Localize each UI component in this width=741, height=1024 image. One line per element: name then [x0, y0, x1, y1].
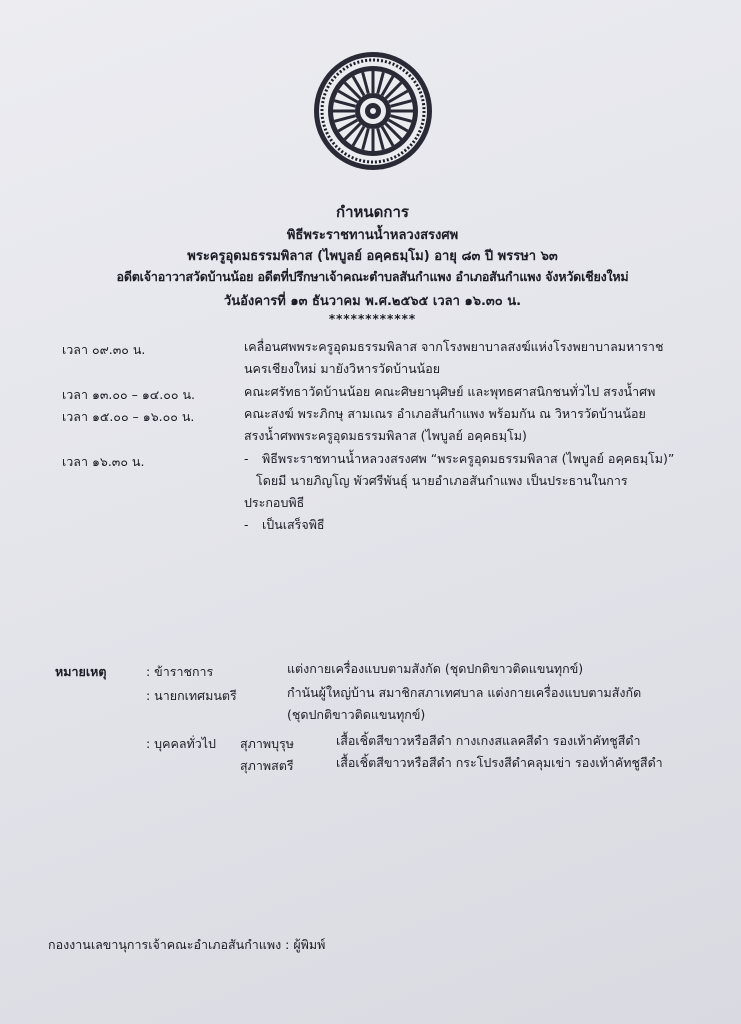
notes-label: หมายเหตุ [55, 664, 107, 679]
ceremony-date-line: วันอังคารที่ ๑๓ ธันวาคม พ.ศ.๒๕๖๕ เวลา ๑๖.๓๐ น. [223, 294, 522, 309]
dharma-wheel-seal-icon [312, 50, 434, 172]
note-description-line: กำนันผู้ใหญ่บ้าน สมาชิกสภาเทศบาล แต่งกายเครื่องแบบตามสังกัด [287, 685, 642, 700]
schedule-detail-line: สรงน้ำศพพระครูอุดมธรรมพิลาส (ไพบูลย์ อคฺคธมฺโม) [244, 428, 527, 443]
schedule-time: เวลา ๑๓.๐๐ – ๑๔.๐๐ น. [62, 387, 195, 402]
note-description: เสื้อเชิ้ตสีขาวหรือสีดำ กางเกงสแลคสีดำ รองเท้าคัทชูสีดำ [336, 733, 641, 748]
note-subcategory: สุภาพสตรี [240, 758, 294, 773]
note-description: เสื้อเชิ้ตสีขาวหรือสีดำ กระโปรงสีดำคลุมเข่า รองเท้าคัทชูสีดำ [336, 755, 663, 770]
schedule-detail-line: เคลื่อนศพพระครูอุดมธรรมพิลาส จากโรงพยาบาลสงฆ์แห่งโรงพยาบาลมหาราช [244, 339, 664, 354]
divider-stars: ************ [328, 312, 417, 326]
schedule-detail-line: นครเชียงใหม่ มายังวิหารวัดบ้านน้อย [244, 361, 441, 376]
schedule-detail-line: โดยมี นายภิญโญ พัวศรีพันธุ์ นายอำเภอสันกำแพง เป็นประธานในการ [256, 473, 628, 488]
schedule-time: เวลา ๑๖.๓๐ น. [62, 454, 145, 469]
schedule-detail [244, 336, 684, 380]
note-category: : นายกเทศมนตรี [146, 688, 237, 703]
monk-name-line: พระครูอุดมธรรมพิลาส (ไพบูลย์ อคฺคธมฺโม) อายุ ๘๓ ปี พรรษา ๖๓ [187, 249, 558, 264]
schedule-time: เวลา ๐๙.๓๐ น. [62, 342, 146, 357]
schedule-detail-line: ประกอบพิธี [244, 495, 305, 510]
schedule-detail [244, 403, 684, 447]
bullet-dash: - [244, 517, 249, 532]
note-description-line: (ชุดปกติขาวติดแขนทุกข์) [287, 707, 426, 722]
schedule-detail [244, 448, 684, 536]
schedule-detail-line: พิธีพระราชทานน้ำหลวงสรงศพ “พระครูอุดมธรรมพิลาส (ไพบูลย์ อคฺคธมฺโม)” [262, 451, 675, 466]
schedule-detail-line: เป็นเสร็จพิธี [262, 517, 325, 532]
schedule-detail [244, 381, 684, 403]
monk-position-line: อดีตเจ้าอาวาสวัดบ้านน้อย อดีตที่ปรึกษาเจ้าคณะตำบลสันกำแพง อำเภอสันกำแพง จังหวัดเชียงใหม่ [116, 269, 629, 284]
schedule-detail-line: คณะศรัทธาวัดบ้านน้อย คณะศิษยานุศิษย์ และพุทธศาสนิกชนทั่วไป สรงน้ำศพ [244, 384, 656, 399]
schedule-time: เวลา ๑๕.๐๐ – ๑๖.๐๐ น. [62, 409, 195, 424]
note-description [287, 682, 697, 726]
ceremony-title: พิธีพระราชทานน้ำหลวงสรงศพ [286, 228, 459, 243]
note-category: : ข้าราชการ [146, 664, 214, 679]
note-subcategory: สุภาพบุรุษ [240, 736, 295, 751]
note-category: : บุคคลทั่วไป [146, 736, 216, 751]
document-title: กำหนดการ [336, 203, 409, 221]
schedule-detail-line: คณะสงฆ์ พระภิกษุ สามเณร อำเภอสันกำแพง พร้อมกัน ณ วิหารวัดบ้านน้อย [244, 406, 646, 421]
bullet-dash: - [244, 451, 249, 466]
footer-printer-credit: กองงานเลขานุการเจ้าคณะอำเภอสันกำแพง : ผู้พิมพ์ [48, 937, 326, 952]
note-description: แต่งกายเครื่องแบบตามสังกัด (ชุดปกติขาวติดแขนทุกข์) [287, 661, 584, 676]
